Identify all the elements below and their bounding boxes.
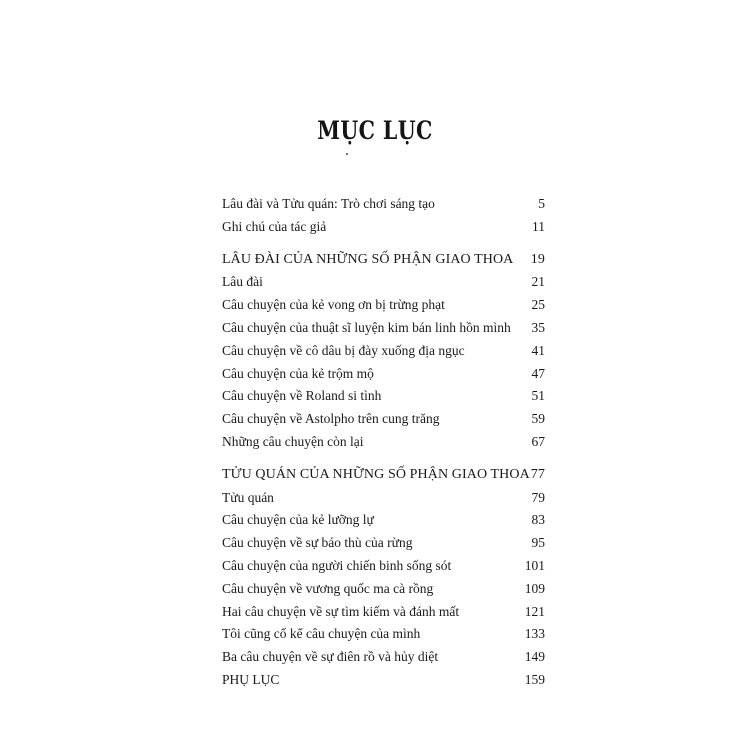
toc-entry-page: 83 xyxy=(531,512,545,528)
toc-entry-page: 25 xyxy=(531,297,545,313)
toc-entry xyxy=(222,340,545,363)
toc-entry xyxy=(222,271,545,294)
toc-entry-page: 159 xyxy=(524,671,545,687)
ink-speck xyxy=(346,153,348,155)
toc-entry-page: 95 xyxy=(531,535,545,551)
toc-section-heading xyxy=(222,464,545,487)
toc-entry-page: 11 xyxy=(532,218,545,234)
toc-entry-page: 35 xyxy=(531,319,545,335)
toc-entry-title: Câu chuyện của kẻ trộm mộ xyxy=(222,365,374,381)
toc-entry-title: Ba câu chuyện về sự điên rồ và hủy diệt xyxy=(222,649,439,665)
toc-entry-title: Hai câu chuyện về sự tìm kiếm và đánh mất xyxy=(222,603,460,619)
toc-entry-title: PHỤ LỤC xyxy=(222,671,280,687)
toc-entry-page: 59 xyxy=(531,411,545,427)
toc-entry-title: Câu chuyện về vương quốc ma cà rồng xyxy=(222,580,434,596)
toc-entry xyxy=(222,646,545,669)
toc-entry xyxy=(222,601,545,624)
toc-entry-page: 121 xyxy=(524,603,545,619)
toc-entry-page: 109 xyxy=(524,580,545,596)
toc-entry-title: Câu chuyện của người chiến binh sống sót xyxy=(222,557,452,573)
toc-entry-title: Lâu đài xyxy=(222,274,263,290)
toc-entry-title: Câu chuyện của thuật sĩ luyện kim bán linh hồn mình xyxy=(222,319,511,335)
toc-entry-title: Câu chuyện của kẻ vong ơn bị trừng phạt xyxy=(222,297,445,313)
toc-entry-title: Câu chuyện về Roland si tình xyxy=(222,388,382,404)
toc-entry-page: 77 xyxy=(530,466,545,482)
toc-entry-page: 149 xyxy=(524,649,545,665)
toc-entry xyxy=(222,193,545,216)
toc-entry-page: 51 xyxy=(531,388,545,404)
toc-entry-title: Tửu quán xyxy=(222,489,274,505)
toc-entry-page: 5 xyxy=(538,196,545,211)
toc-entry xyxy=(222,216,545,239)
toc-entry xyxy=(222,532,545,555)
toc-entry xyxy=(222,623,545,646)
section-gap xyxy=(222,454,545,464)
toc-entry-page: 133 xyxy=(524,626,545,642)
toc-entry-title: Ghi chú của tác giả xyxy=(222,218,327,234)
toc-entry-title: TỬU QUÁN CỦA NHỮNG SỐ PHẬN GIAO THOA xyxy=(222,466,530,482)
table-of-contents xyxy=(222,193,545,692)
toc-entry xyxy=(222,294,545,317)
toc-entry-title: Câu chuyện về sự báo thù của rừng xyxy=(222,535,413,551)
page-title: MỤC LỤC xyxy=(317,116,433,145)
toc-entry xyxy=(222,509,545,532)
toc-entry-page: 41 xyxy=(531,342,545,358)
toc-entry-page: 21 xyxy=(531,274,545,290)
toc-entry-title: Câu chuyện của kẻ lưỡng lự xyxy=(222,512,374,528)
toc-section-heading xyxy=(222,249,545,272)
toc-entry xyxy=(222,385,545,408)
toc-entry-title: Câu chuyện về cô dâu bị đày xuống địa ngục xyxy=(222,342,465,358)
toc-entry xyxy=(222,669,545,692)
toc-entry xyxy=(222,363,545,386)
toc-entry xyxy=(222,578,545,601)
toc-entry-page: 47 xyxy=(531,365,545,381)
toc-entry-page: 67 xyxy=(531,433,545,449)
toc-entry xyxy=(222,555,545,578)
toc-entry-page: 79 xyxy=(531,489,545,505)
toc-entry xyxy=(222,408,545,431)
toc-entry-title: Lâu đài và Tửu quán: Trò chơi sáng tạo xyxy=(222,196,435,211)
toc-entry-title: Tôi cũng cố kể câu chuyện của mình xyxy=(222,626,421,642)
toc-entry xyxy=(222,487,545,510)
section-gap xyxy=(222,239,545,249)
toc-entry-page: 101 xyxy=(524,557,545,573)
toc-entry-title: LÂU ĐÀI CỦA NHỮNG SỐ PHẬN GIAO THOA xyxy=(222,251,514,267)
toc-entry-title: Những câu chuyện còn lại xyxy=(222,433,364,449)
toc-entry-title: Câu chuyện về Astolpho trên cung trăng xyxy=(222,411,440,427)
toc-entry-page: 19 xyxy=(530,251,545,267)
toc-entry xyxy=(222,431,545,454)
toc-entry xyxy=(222,317,545,340)
